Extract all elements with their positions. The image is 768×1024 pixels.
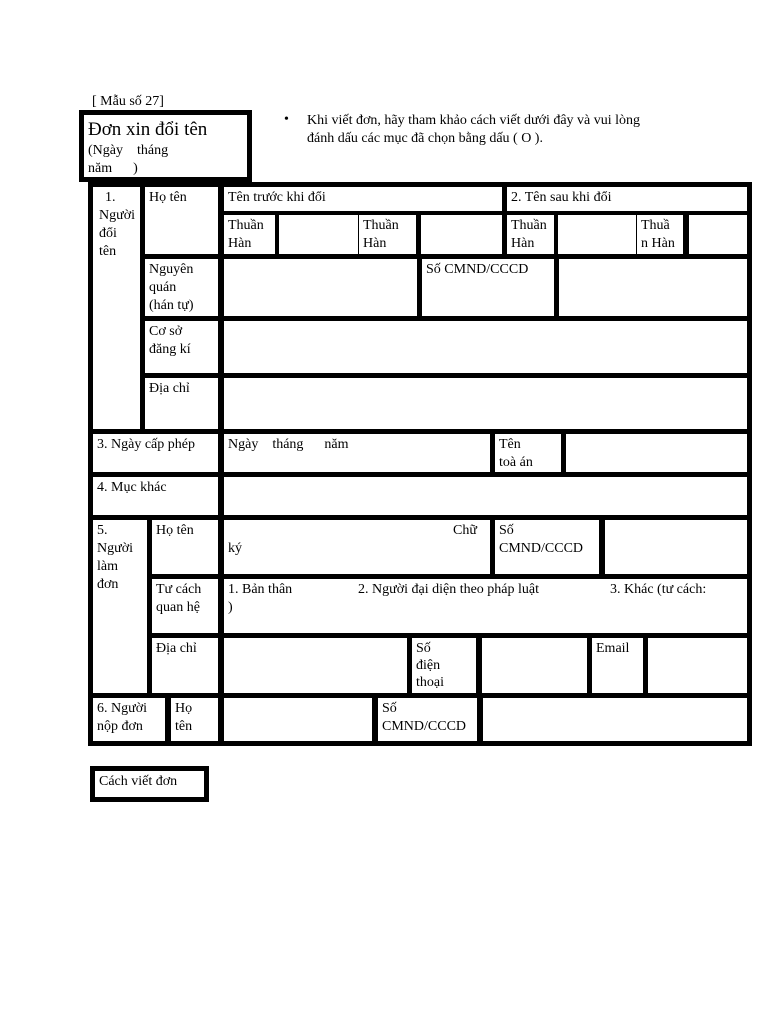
thuan-han-4: Thuầ n Hàn: [637, 215, 683, 254]
how-to-write-box[interactable]: [90, 766, 209, 802]
form-table: [88, 182, 752, 746]
thuan-han-1-field[interactable]: [279, 215, 358, 254]
section4-label: 4. Mục khác: [93, 477, 218, 515]
section5-label: 5. Người làm đơn: [93, 520, 147, 693]
court-label: Tên toà án: [495, 434, 561, 472]
thuan-han-3-field[interactable]: [558, 215, 636, 254]
form-number: [ Mẫu số 27]: [92, 94, 164, 109]
registry-field[interactable]: [224, 321, 747, 373]
thuan-han-3: Thuần Hàn: [507, 215, 554, 254]
section5-name-label: Họ tên: [152, 520, 218, 574]
section1-address-field[interactable]: [224, 378, 747, 429]
section5-address-label: Địa chỉ: [152, 638, 218, 693]
registry-label: Cơ sở đăng kí: [145, 321, 218, 373]
section5-id-field[interactable]: [605, 520, 747, 574]
section3-label: 3. Ngày cấp phép: [93, 434, 218, 472]
date-line-1: (Ngày tháng: [88, 143, 169, 158]
signature-label-1: Chữ: [453, 523, 477, 538]
section1-id-label: Số CMND/CCCD: [422, 259, 554, 316]
other-field[interactable]: [224, 477, 747, 515]
issue-date-field[interactable]: Ngày tháng năm: [224, 434, 490, 472]
origin-field[interactable]: [224, 259, 417, 316]
email-label: Email: [592, 638, 643, 693]
section6-id-field[interactable]: [483, 698, 747, 741]
section1-id-field[interactable]: [559, 259, 747, 316]
section6-id-label: Số CMND/CCCD: [378, 698, 477, 741]
relation-options: [224, 579, 747, 633]
phone-label: Số điện thoại: [412, 638, 476, 693]
section1-name-label: Họ tên: [145, 187, 218, 254]
instruction-line-1: Khi viết đơn, hãy tham khảo cách viết dưới đây và vui lòng: [307, 113, 641, 128]
instruction-bullet: •: [284, 112, 289, 127]
section5-address-field[interactable]: [224, 638, 407, 693]
title-box: [79, 110, 252, 182]
name-before-label: Tên trước khi đổi: [224, 187, 502, 211]
section1-label: 1. Người đổi tên: [93, 187, 140, 429]
section1-address-label: Địa chỉ: [145, 378, 218, 429]
origin-label: Nguyên quán (hán tự): [145, 259, 218, 316]
name-after-label: 2. Tên sau khi đổi: [507, 187, 747, 211]
section5-id-label: Số CMND/CCCD: [495, 520, 599, 574]
relation-label: Tư cách quan hệ: [152, 579, 218, 633]
section5-name-field[interactable]: [224, 520, 490, 574]
option-self[interactable]: 1. Bản thân: [228, 582, 293, 597]
option-legal-rep[interactable]: 2. Người đại diện theo pháp luật: [358, 582, 540, 597]
section6-name-field[interactable]: [224, 698, 372, 741]
option-other-close: ): [228, 600, 233, 615]
instruction-line-2: đánh dấu các mục đã chọn bằng dấu ( O ).: [307, 131, 543, 146]
page-title: Đơn xin đổi tên: [88, 119, 208, 140]
court-field[interactable]: [566, 434, 747, 472]
phone-field[interactable]: [482, 638, 587, 693]
thuan-han-4-field[interactable]: [689, 215, 747, 254]
how-to-write-label: Cách viết đơn: [99, 774, 178, 789]
section6-name-label: Họ tên: [171, 698, 218, 741]
date-line-2: năm ): [88, 161, 138, 176]
thuan-han-2: Thuần Hàn: [359, 215, 416, 254]
signature-label-2: ký: [228, 541, 242, 556]
thuan-han-1: Thuần Hàn: [224, 215, 275, 254]
email-field[interactable]: [648, 638, 747, 693]
thuan-han-2-field[interactable]: [421, 215, 502, 254]
section6-label: 6. Người nộp đơn: [93, 698, 165, 741]
option-other[interactable]: 3. Khác (tư cách:: [610, 582, 707, 597]
